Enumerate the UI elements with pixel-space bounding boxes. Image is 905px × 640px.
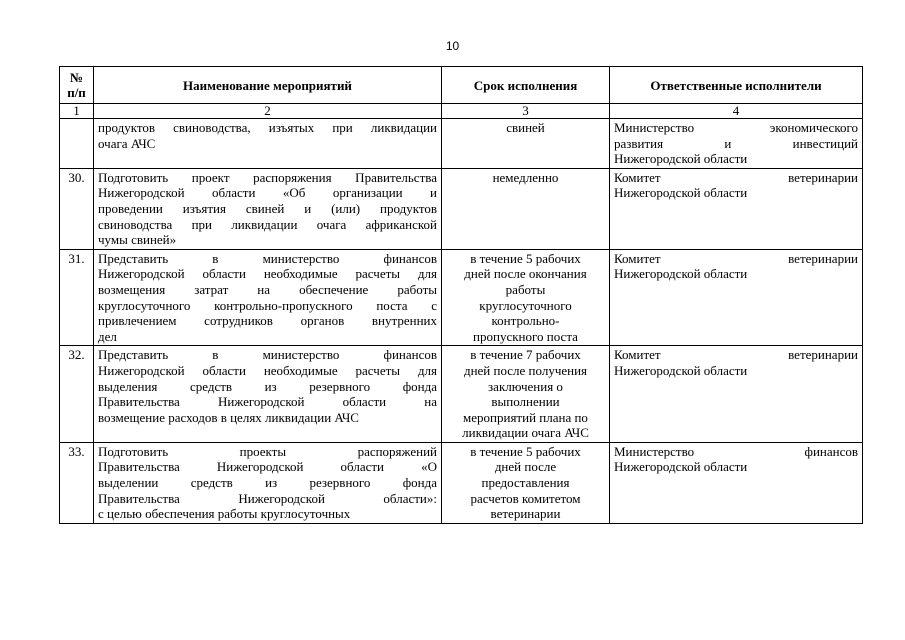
row-number: 31.: [60, 249, 94, 346]
responsible-party-line: Нижегородской области: [614, 362, 748, 378]
deadline-cell: [442, 442, 610, 523]
measure-name-line: Правительства Нижегородской области на: [98, 394, 437, 410]
row-number: 30.: [60, 168, 94, 249]
responsible-party-line: Нижегородской области: [614, 459, 748, 475]
measure-name-line: круглосуточного контрольно-пропускного поста с: [98, 297, 437, 313]
responsible-party-cell: [610, 119, 863, 169]
measure-name-cell: [94, 119, 442, 169]
deadline-line: дней после получения: [463, 362, 588, 378]
responsible-party-line: Нижегородской области: [614, 185, 748, 201]
measure-name-line: привлечением сотрудников органов внутренних: [98, 313, 437, 329]
deadline-line: немедленно: [492, 169, 559, 185]
column-number: 3: [442, 104, 610, 119]
measure-name-line: возмещения затрат на обеспечение работы: [98, 281, 437, 297]
measure-name-line: свиноводства при ликвидации очага африканской: [98, 216, 437, 232]
measure-name-cell: [94, 249, 442, 346]
responsible-party-line: Нижегородской области: [614, 266, 748, 282]
measure-name-line: дел: [98, 328, 117, 344]
table-row: [60, 346, 863, 443]
deadline-cell: [442, 346, 610, 443]
measures-table: [59, 66, 863, 524]
measure-name-line: Правительства Нижегородской области «О: [98, 459, 437, 475]
column-numbers-row: [60, 104, 863, 119]
measure-name-line: Представить в министерство финансов: [98, 347, 437, 363]
deadline-line: работы: [505, 281, 546, 297]
measure-name-line: Представить в министерство финансов: [98, 250, 437, 266]
row-number: 32.: [60, 346, 94, 443]
deadline-line: в течение 5 рабочих: [470, 443, 581, 459]
deadline-line: заключения о: [488, 378, 563, 394]
responsible-party-line: Министерство экономического: [614, 120, 858, 135]
deadline-cell: [442, 249, 610, 346]
deadline-line: предоставления: [481, 475, 570, 491]
measure-name-line: Правительства Нижегородской области»:: [98, 490, 437, 506]
header-term: Срок исполнения: [442, 67, 610, 104]
responsible-party-cell: [610, 168, 863, 249]
table-row: [60, 168, 863, 249]
measure-name-line: чумы свиней»: [98, 232, 177, 248]
deadline-cell: [442, 168, 610, 249]
measure-name-line: Подготовить проекты распоряжений: [98, 443, 437, 459]
measure-name-line: выделения средств из резервного фонда: [98, 378, 437, 394]
deadline-line: круглосуточного: [479, 297, 572, 313]
deadline-line: ветеринарии: [490, 506, 561, 522]
responsible-party-line: Комитет ветеринарии: [614, 250, 858, 266]
deadline-line: ликвидации очага АЧС: [462, 425, 589, 441]
measure-name-line: Нижегородской области необходимые расчеты для: [98, 266, 437, 282]
measure-name-line: проведении изъятия свиней и (или) продуктов: [98, 200, 437, 216]
responsible-party-cell: [610, 442, 863, 523]
deadline-line: свиней: [506, 120, 545, 135]
deadline-line: дней после: [494, 459, 557, 475]
deadline-cell: [442, 119, 610, 169]
deadline-line: мероприятий плана по: [463, 409, 588, 425]
measure-name-line: Нижегородской области «Об организации и: [98, 185, 437, 201]
table-row: [60, 249, 863, 346]
responsible-party-cell: [610, 249, 863, 346]
page-number: 10: [445, 39, 460, 53]
header-responsible: Ответственные исполнители: [610, 67, 863, 104]
deadline-line: выполнении: [491, 394, 560, 410]
measure-name-line: возмещение расходов в целях ликвидации АЧС: [98, 409, 359, 425]
responsible-party-line: Министерство финансов: [614, 443, 858, 459]
deadline-line: в течение 7 рабочих: [470, 347, 581, 363]
deadline-line: дней после окончания: [464, 266, 587, 282]
measure-name-cell: [94, 442, 442, 523]
responsible-party-cell: [610, 346, 863, 443]
header-number: № п/п: [60, 67, 94, 104]
measure-name-line: выделении средств из резервного фонда: [98, 475, 437, 491]
measure-name-line: Нижегородской области необходимые расчеты для: [98, 362, 437, 378]
deadline-line: расчетов комитетом: [470, 490, 581, 506]
deadline-line: в течение 5 рабочих: [470, 250, 581, 266]
column-number: 2: [94, 104, 442, 119]
deadline-line: пропускного поста: [473, 328, 578, 344]
responsible-party-line: развития и инвестиций: [614, 135, 858, 151]
measure-name-line: Подготовить проект распоряжения Правительства: [98, 169, 437, 185]
column-number: 1: [60, 104, 94, 119]
responsible-party-line: Комитет ветеринарии: [614, 347, 858, 363]
header-row: [60, 67, 863, 104]
table-row: [60, 442, 863, 523]
header-name: Наименование мероприятий: [94, 67, 442, 104]
deadline-line: контрольно-: [491, 313, 560, 329]
measure-name-line: очага АЧС: [98, 135, 156, 151]
column-number: 4: [610, 104, 863, 119]
responsible-party-line: Комитет ветеринарии: [614, 169, 858, 185]
measure-name-cell: [94, 346, 442, 443]
measure-name-cell: [94, 168, 442, 249]
row-number: 33.: [60, 442, 94, 523]
row-number: [60, 119, 94, 169]
measure-name-line: с целью обеспечения работы круглосуточных: [98, 506, 351, 522]
responsible-party-line: Нижегородской области: [614, 151, 748, 167]
measure-name-line: продуктов свиноводства, изъятых при ликвидации: [98, 120, 437, 135]
table-row: [60, 119, 863, 169]
